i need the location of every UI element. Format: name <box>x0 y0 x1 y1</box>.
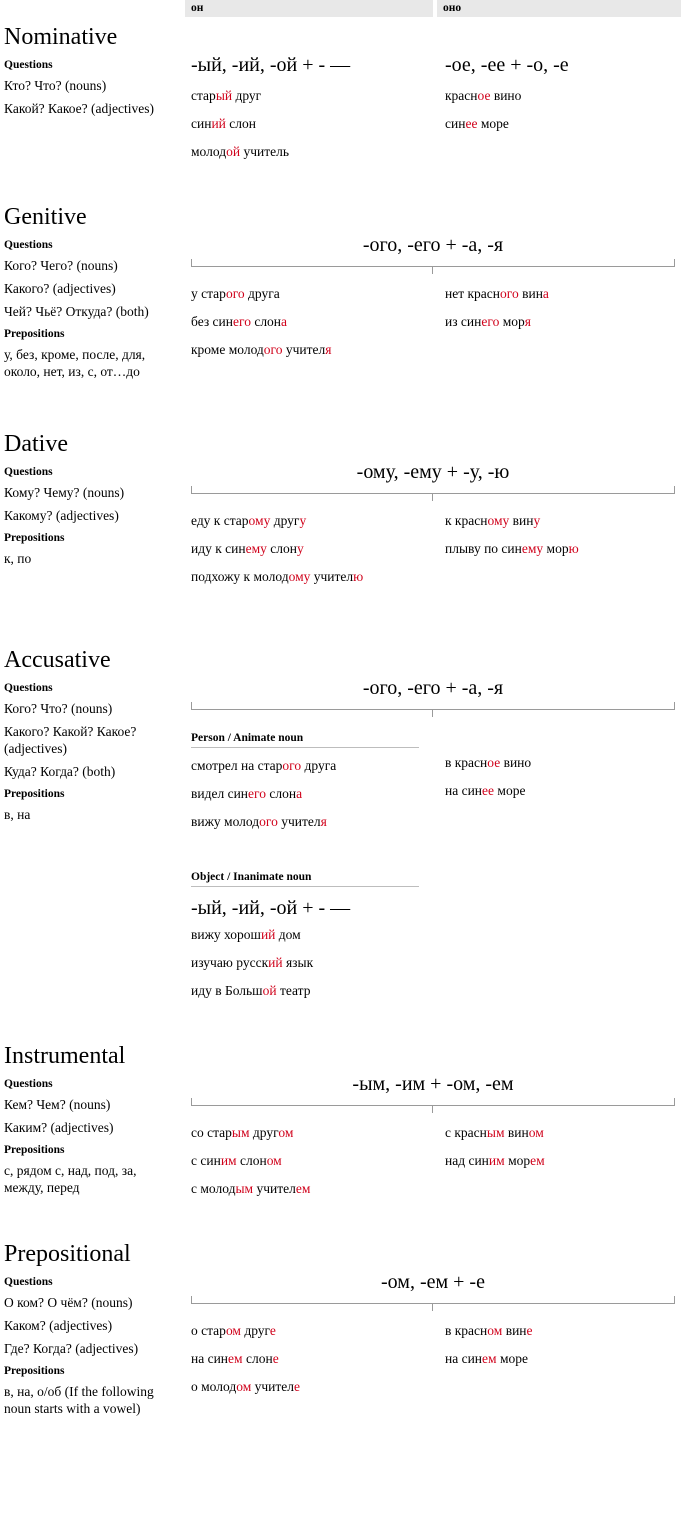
example-item: над синим морем <box>445 1153 545 1168</box>
example-item: вижу хороший дом <box>191 927 301 942</box>
example-item: молодой учитель <box>191 144 290 159</box>
example-item: у старого друга <box>191 286 280 301</box>
questions-header: Questions <box>4 1276 53 1288</box>
prepositions-list: с, рядом с, над, под, за, между, перед <box>4 1163 137 1195</box>
examples-accusative-inanimate <box>185 867 681 1010</box>
example-item: со старым другом <box>191 1125 294 1140</box>
case-meta-accusative <box>0 674 185 1010</box>
examples-nominative <box>185 87 681 171</box>
ending-neuter: -ое, -ее + -о, -е <box>445 54 569 76</box>
examples-masculine <box>185 1322 437 1406</box>
example-item: с синим слоном <box>191 1153 282 1168</box>
question-item: Кому? Чему? (nouns) <box>4 485 125 500</box>
examples-masculine <box>185 512 437 596</box>
question-item: Какого? (adjectives) <box>4 281 116 296</box>
examples-neuter <box>437 87 681 171</box>
example-item: в красном вине <box>445 1323 533 1338</box>
case-title-instrumental: Instrumental <box>4 1043 126 1069</box>
case-title-dative: Dative <box>4 431 68 457</box>
case-title-nominative: Nominative <box>4 24 118 50</box>
prepositions-list: у, без, кроме, после, для, около, нет, из, с, от…до <box>4 347 146 379</box>
examples-masculine <box>185 1124 437 1208</box>
question-item: Кто? Что? (nouns) <box>4 78 107 93</box>
question-item: Где? Когда? (adjectives) <box>4 1341 139 1356</box>
ending-shared: -ым, -им + -ом, -ем <box>352 1073 514 1095</box>
brace-divider <box>191 486 675 502</box>
case-title-genitive: Genitive <box>4 204 87 230</box>
case-block-nominative <box>0 17 681 197</box>
question-item: Каком? (adjectives) <box>4 1318 113 1333</box>
question-item: О ком? О чём? (nouns) <box>4 1295 133 1310</box>
examples-masculine-animate <box>185 728 437 841</box>
case-meta-dative <box>0 458 185 596</box>
example-item: старый друг <box>191 88 262 103</box>
gender-header-row <box>185 0 681 17</box>
case-block-prepositional <box>0 1234 681 1417</box>
example-item: кроме молодого учителя <box>191 342 332 357</box>
examples-prepositional <box>185 1322 681 1406</box>
question-item: Какого? Какой? Какое? (adjectives) <box>4 724 137 756</box>
questions-header: Questions <box>4 59 53 71</box>
questions-header: Questions <box>4 466 53 478</box>
example-item: иду в Большой театр <box>191 983 311 998</box>
example-item: с молодым учителем <box>191 1181 311 1196</box>
brace-divider <box>191 1296 675 1312</box>
examples-neuter <box>437 512 681 596</box>
example-item: синий слон <box>191 116 256 131</box>
example-item: на синем слоне <box>191 1351 279 1366</box>
case-meta-nominative <box>0 51 185 171</box>
ending-inanimate: -ый, -ий, -ой + - — <box>191 897 351 919</box>
example-item: еду к старому другу <box>191 513 307 528</box>
prepositions-header: Prepositions <box>4 1365 65 1377</box>
ending-shared: -ом, -ем + -е <box>381 1271 485 1293</box>
case-block-dative <box>0 424 681 640</box>
questions-header: Questions <box>4 1078 53 1090</box>
ending-shared: -ого, -его + -а, -я <box>362 677 504 699</box>
question-item: Кем? Чем? (nouns) <box>4 1097 111 1112</box>
example-item: изучаю русский язык <box>191 955 314 970</box>
question-item: Куда? Когда? (both) <box>4 764 116 779</box>
example-item: иду к синему слону <box>191 541 304 556</box>
endings-nominative <box>185 51 681 77</box>
question-item: Кого? Чего? (nouns) <box>4 258 118 273</box>
example-item: смотрел на старого друга <box>191 758 337 773</box>
example-item: в красное вино <box>445 755 532 770</box>
ending-shared: -ого, -его + -а, -я <box>362 234 504 256</box>
case-meta-instrumental <box>0 1070 185 1208</box>
prepositions-header: Prepositions <box>4 328 65 340</box>
case-title-accusative: Accusative <box>4 647 111 673</box>
examples-neuter <box>437 1322 681 1406</box>
gender-header-neuter: оно <box>437 0 681 17</box>
example-item: вижу молодого учителя <box>191 814 327 829</box>
examples-instrumental <box>185 1124 681 1208</box>
example-item: красное вино <box>445 88 522 103</box>
example-item: из синего моря <box>445 314 531 329</box>
example-item: без синего слона <box>191 314 288 329</box>
examples-masculine <box>185 87 437 171</box>
prepositions-header: Prepositions <box>4 532 65 544</box>
examples-accusative <box>185 728 681 841</box>
question-item: Какой? Какое? (adjectives) <box>4 101 154 116</box>
case-block-instrumental <box>0 1036 681 1234</box>
examples-genitive <box>185 285 681 369</box>
questions-header: Questions <box>4 682 53 694</box>
example-item: видел синего слона <box>191 786 303 801</box>
prepositions-list: в, на, о/об (If the following noun starts with a vowel) <box>4 1384 154 1416</box>
example-item: плыву по синему морю <box>445 541 579 556</box>
example-item: к красному вину <box>445 513 541 528</box>
examples-neuter <box>437 1124 681 1208</box>
prepositions-header: Prepositions <box>4 788 65 800</box>
gender-header-masculine: он <box>185 0 433 17</box>
example-item: синее море <box>445 116 509 131</box>
examples-neuter <box>437 285 681 369</box>
animate-subheading: Person / Animate noun <box>191 732 419 748</box>
example-item: подхожу к молодому учителю <box>191 569 364 584</box>
inanimate-subheading: Object / Inanimate noun <box>191 871 419 887</box>
question-item: Кого? Что? (nouns) <box>4 701 113 716</box>
ending-shared: -ому, -ему + -у, -ю <box>356 461 510 483</box>
examples-masculine-inanimate <box>185 867 437 1010</box>
case-meta-genitive <box>0 231 185 380</box>
case-title-prepositional: Prepositional <box>4 1241 131 1267</box>
example-item: о старом друге <box>191 1323 276 1338</box>
questions-header: Questions <box>4 239 53 251</box>
example-item: на синем море <box>445 1351 529 1366</box>
brace-divider <box>191 1098 675 1114</box>
example-item: нет красного вина <box>445 286 549 301</box>
ending-masculine: -ый, -ий, -ой + - — <box>191 54 351 76</box>
case-block-accusative <box>0 640 681 1036</box>
prepositions-header: Prepositions <box>4 1144 65 1156</box>
question-item: Чей? Чьё? Откуда? (both) <box>4 304 149 319</box>
examples-masculine <box>185 285 437 369</box>
example-item: о молодом учителе <box>191 1379 301 1394</box>
prepositions-list: в, на <box>4 807 31 822</box>
question-item: Каким? (adjectives) <box>4 1120 114 1135</box>
case-meta-prepositional <box>0 1268 185 1417</box>
question-item: Какому? (adjectives) <box>4 508 119 523</box>
example-item: на синее море <box>445 783 526 798</box>
examples-neuter <box>437 728 681 841</box>
case-block-genitive <box>0 197 681 424</box>
brace-divider <box>191 702 675 718</box>
brace-divider <box>191 259 675 275</box>
prepositions-list: к, по <box>4 551 32 566</box>
example-item: с красным вином <box>445 1125 544 1140</box>
examples-dative <box>185 512 681 596</box>
